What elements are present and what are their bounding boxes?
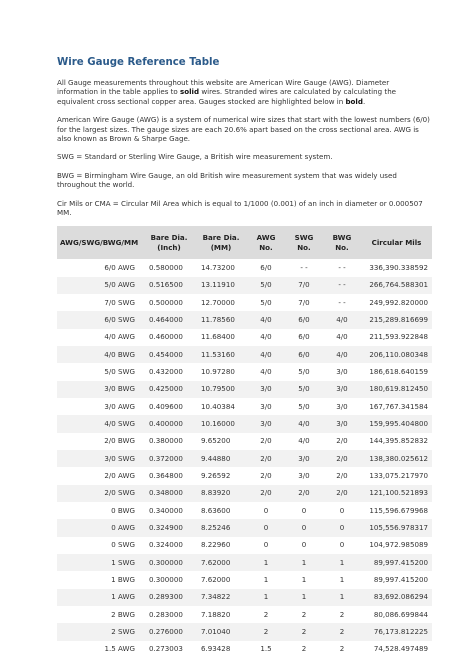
table-row xyxy=(57,277,432,294)
cell-awg-no: 3/0 xyxy=(247,381,285,398)
cell-awg-no: 3/0 xyxy=(260,401,272,411)
cell-bare-dia-mm: 9.26592 xyxy=(201,471,231,481)
cell-circular-mils: 105,556.978317 xyxy=(361,519,432,536)
header-awg-no: AWG No. xyxy=(247,226,285,259)
table-row xyxy=(57,433,432,450)
cell-gauge: 0 AWG xyxy=(57,519,143,536)
cell-bare-dia-mm: 7.01040 xyxy=(195,623,247,640)
cell-circular-mils: 186,618.640159 xyxy=(369,367,428,377)
cell-bwg-no: 4/0 xyxy=(323,346,361,363)
table-row xyxy=(57,329,432,346)
cell-bare-dia-inch: 0.516500 xyxy=(143,277,195,294)
cell-gauge: 0 BWG xyxy=(111,505,135,515)
cell-circular-mils: 83,692.086294 xyxy=(361,589,432,606)
intro-paragraph xyxy=(57,78,432,106)
cell-awg-no: 1.5 xyxy=(260,644,272,654)
cell-bare-dia-inch: 0.580000 xyxy=(149,263,183,273)
cell-gauge: 1 AWG xyxy=(57,589,143,606)
cell-bwg-no: 2/0 xyxy=(323,485,361,502)
cell-swg-no: 2 xyxy=(285,623,323,640)
cell-bare-dia-inch: 0.500000 xyxy=(149,297,183,307)
cell-swg-no: 6/0 xyxy=(285,311,323,328)
cell-bare-dia-mm: 9.65200 xyxy=(201,436,231,446)
cir-mils-paragraph: Cir Mils or CMA = Circular Mil Area which is equal to 1/1000 (0.001) of an inch in diameter or 0.000507 MM. xyxy=(57,198,423,218)
table-row xyxy=(57,467,432,484)
cell-bwg-no: 0 xyxy=(323,519,361,536)
intro-bold-word: bold xyxy=(345,96,363,106)
cell-bwg-no: 2 xyxy=(339,609,345,619)
cell-awg-no: 2/0 xyxy=(260,471,272,481)
cell-swg-no: - - xyxy=(300,263,308,273)
table-row xyxy=(57,519,432,536)
cell-bwg-no: 3/0 xyxy=(336,367,348,377)
cell-bare-dia-mm: 6.93428 xyxy=(201,644,231,654)
cell-bwg-no: 2 xyxy=(323,623,361,640)
cell-swg-no: 4/0 xyxy=(285,415,323,432)
table-row xyxy=(57,346,432,363)
cell-circular-mils: 138,380.025612 xyxy=(361,450,432,467)
cell-circular-mils: 167,767.341584 xyxy=(369,401,428,411)
cell-awg-no: 1 xyxy=(247,554,285,571)
cell-bare-dia-mm: 8.83920 xyxy=(195,485,247,502)
cell-circular-mils: 206,110.080348 xyxy=(361,346,432,363)
cell-awg-no: 2/0 xyxy=(260,436,272,446)
cell-gauge: 6/0 AWG xyxy=(104,263,135,273)
cell-bwg-no: 2 xyxy=(339,644,345,654)
cell-awg-no: 4/0 xyxy=(247,311,285,328)
cell-gauge: 3/0 BWG xyxy=(57,381,143,398)
cell-bwg-no: 1 xyxy=(339,575,345,585)
cell-swg-no: 5/0 xyxy=(285,381,323,398)
cell-bare-dia-inch: 0.340000 xyxy=(149,505,183,515)
cell-circular-mils: 80,086.699844 xyxy=(373,609,428,619)
cell-awg-no: 5/0 xyxy=(260,297,272,307)
cell-circular-mils: 89,997.415200 xyxy=(373,575,428,585)
table-row xyxy=(57,363,432,380)
cell-bare-dia-mm: 11.53160 xyxy=(195,346,247,363)
cell-swg-no: 2 xyxy=(301,644,307,654)
cell-bare-dia-inch: 0.300000 xyxy=(143,554,195,571)
cell-bwg-no: 2/0 xyxy=(323,450,361,467)
intro-text-2: wires. Stranded wires are calculated by calculating the equivalent cross sectional copper area. Gauges stocked are highlighted below in xyxy=(57,87,397,106)
cell-bare-dia-mm: 7.34822 xyxy=(195,589,247,606)
cell-awg-no: 1 xyxy=(263,575,269,585)
awg-paragraph: American Wire Gauge (AWG) is a system of numerical wire sizes that start with the lowest numbers (6/0) for the largest sizes. The gauge sizes are each 20.6% apart based on the cross sectional area. AWG is also known as Brown & Sharpe Gage. xyxy=(57,115,430,144)
table-header-row xyxy=(57,226,432,259)
cell-bare-dia-inch: 0.348000 xyxy=(143,485,195,502)
cell-awg-no: 4/0 xyxy=(247,346,285,363)
header-swg-no: SWG No. xyxy=(285,226,323,259)
cell-bare-dia-inch: 0.464000 xyxy=(143,311,195,328)
cell-bare-dia-mm: 10.40384 xyxy=(201,401,235,411)
page-title: Wire Gauge Reference Table xyxy=(57,57,220,68)
cell-swg-no: 1 xyxy=(285,589,323,606)
table-row xyxy=(57,450,432,467)
cell-circular-mils: 215,289.816699 xyxy=(361,311,432,328)
cell-awg-no: 6/0 xyxy=(260,263,272,273)
intro-text-end: . xyxy=(362,96,366,106)
cell-gauge: 2 SWG xyxy=(57,623,143,640)
cell-swg-no: 5/0 xyxy=(298,367,310,377)
cell-bare-dia-mm: 7.62000 xyxy=(201,575,231,585)
table-row xyxy=(57,571,432,588)
cell-awg-no: 2/0 xyxy=(247,450,285,467)
header-bare-dia-inch: Bare Dia. (Inch) xyxy=(143,226,195,259)
cell-gauge: 2/0 BWG xyxy=(104,436,135,446)
cell-bwg-no: 0 xyxy=(339,505,345,515)
table-body xyxy=(57,259,432,658)
cell-swg-no: 6/0 xyxy=(298,332,310,342)
cell-swg-no: 4/0 xyxy=(298,436,310,446)
cell-bwg-no: 4/0 xyxy=(336,332,348,342)
cell-bare-dia-mm: 11.68400 xyxy=(201,332,235,342)
cell-circular-mils: 336,390.338592 xyxy=(369,263,428,273)
cell-bare-dia-inch: 0.276000 xyxy=(143,623,195,640)
cell-gauge: 3/0 AWG xyxy=(104,401,135,411)
cell-bare-dia-mm: 7.18820 xyxy=(201,609,231,619)
table-row xyxy=(57,502,432,519)
cell-swg-no: 3/0 xyxy=(285,450,323,467)
cell-swg-no: 0 xyxy=(301,540,307,550)
cell-bwg-no: - - xyxy=(323,277,361,294)
cell-awg-no: 5/0 xyxy=(247,277,285,294)
cell-bare-dia-mm: 10.16000 xyxy=(195,415,247,432)
cell-bwg-no: 3/0 xyxy=(336,401,348,411)
cell-bare-dia-inch: 0.372000 xyxy=(143,450,195,467)
cell-bare-dia-inch: 0.432000 xyxy=(149,367,183,377)
cell-bwg-no: 1 xyxy=(323,554,361,571)
cell-bare-dia-mm: 9.44880 xyxy=(195,450,247,467)
cell-bare-dia-inch: 0.400000 xyxy=(143,415,195,432)
cell-bwg-no: 3/0 xyxy=(323,415,361,432)
header-gauge: AWG/SWG/BWG/MM xyxy=(57,226,143,259)
table-row xyxy=(57,485,432,502)
cell-gauge: 1 BWG xyxy=(111,575,135,585)
cell-awg-no: 0 xyxy=(247,519,285,536)
cell-bwg-no: 4/0 xyxy=(323,311,361,328)
cell-circular-mils: 115,596.679968 xyxy=(369,505,428,515)
cell-swg-no: 6/0 xyxy=(285,346,323,363)
cell-awg-no: 4/0 xyxy=(260,332,272,342)
cell-gauge: 2/0 AWG xyxy=(104,471,135,481)
cell-awg-no: 3/0 xyxy=(247,415,285,432)
cell-bare-dia-inch: 0.283000 xyxy=(149,609,183,619)
cell-swg-no: 7/0 xyxy=(298,297,310,307)
cell-gauge: 2/0 SWG xyxy=(57,485,143,502)
cell-circular-mils: 121,100.521893 xyxy=(361,485,432,502)
intro-text-1: All Gauge measurements throughout this website are American Wire Gauge (AWG). Diameter information in the table applies to xyxy=(57,78,390,97)
cell-swg-no: 2 xyxy=(301,609,307,619)
cell-gauge: 6/0 SWG xyxy=(57,311,143,328)
table-row xyxy=(57,415,432,432)
cell-awg-no: 0 xyxy=(263,505,269,515)
swg-paragraph: SWG = Standard or Sterling Wire Gauge, a British wire measurement system. xyxy=(57,152,333,162)
cell-circular-mils: 159,995.404800 xyxy=(361,415,432,432)
table-row xyxy=(57,294,432,311)
cell-bare-dia-mm: 7.62000 xyxy=(195,554,247,571)
cell-bare-dia-inch: 0.460000 xyxy=(149,332,183,342)
cell-bare-dia-mm: 10.79500 xyxy=(195,381,247,398)
cell-bare-dia-inch: 0.324000 xyxy=(149,540,183,550)
cell-bare-dia-mm: 8.25246 xyxy=(195,519,247,536)
cell-gauge: 3/0 SWG xyxy=(57,450,143,467)
cell-gauge: 1 SWG xyxy=(57,554,143,571)
cell-bwg-no: - - xyxy=(338,263,346,273)
cell-swg-no: 7/0 xyxy=(285,277,323,294)
header-bwg-no: BWG No. xyxy=(323,226,361,259)
cell-circular-mils: 180,619.812450 xyxy=(361,381,432,398)
cell-bare-dia-mm: 8.63600 xyxy=(201,505,231,515)
cell-bare-dia-inch: 0.380000 xyxy=(149,436,183,446)
cell-bare-dia-mm: 8.22960 xyxy=(201,540,231,550)
cell-circular-mils: 211,593.922848 xyxy=(369,332,428,342)
cell-awg-no: 2/0 xyxy=(247,485,285,502)
cell-gauge: 4/0 AWG xyxy=(104,332,135,342)
cell-awg-no: 0 xyxy=(263,540,269,550)
cell-swg-no: 0 xyxy=(301,505,307,515)
cell-bare-dia-inch: 0.409600 xyxy=(149,401,183,411)
cell-swg-no: 3/0 xyxy=(298,471,310,481)
table-row xyxy=(57,641,432,658)
intro-solid-bold: solid xyxy=(180,87,200,97)
cell-awg-no: 4/0 xyxy=(260,367,272,377)
cell-awg-no: 2 xyxy=(247,623,285,640)
cell-gauge: 2 BWG xyxy=(111,609,135,619)
cell-bare-dia-mm: 10.97280 xyxy=(201,367,235,377)
cell-circular-mils: 76,173.812225 xyxy=(361,623,432,640)
document-page xyxy=(57,56,432,658)
cell-bare-dia-inch: 0.273003 xyxy=(149,644,183,654)
cell-circular-mils: 266,764.588301 xyxy=(361,277,432,294)
cell-circular-mils: 144,395.852832 xyxy=(369,436,428,446)
table-row xyxy=(57,554,432,571)
cell-circular-mils: 74,528.497489 xyxy=(373,644,428,654)
wire-gauge-table xyxy=(57,226,432,658)
table-row xyxy=(57,398,432,415)
cell-swg-no: 5/0 xyxy=(298,401,310,411)
cell-swg-no: 0 xyxy=(285,519,323,536)
cell-bwg-no: 2/0 xyxy=(336,436,348,446)
cell-circular-mils: 249,992.820000 xyxy=(369,297,428,307)
cell-bwg-no: 0 xyxy=(339,540,345,550)
cell-bwg-no: 3/0 xyxy=(323,381,361,398)
header-bare-dia-mm: Bare Dia. (MM) xyxy=(195,226,247,259)
cell-bare-dia-mm: 11.78560 xyxy=(195,311,247,328)
table-row xyxy=(57,259,432,276)
cell-gauge: 5/0 AWG xyxy=(57,277,143,294)
table-row xyxy=(57,606,432,623)
bwg-paragraph: BWG = Birmingham Wire Gauge, an old British wire measurement system that was widely used throughout the world. xyxy=(57,170,397,190)
cell-gauge: 1.5 AWG xyxy=(104,644,135,654)
cell-swg-no: 2/0 xyxy=(285,485,323,502)
cell-swg-no: 1 xyxy=(285,554,323,571)
table-row xyxy=(57,537,432,554)
cell-bare-dia-inch: 0.364800 xyxy=(149,471,183,481)
cell-awg-no: 2 xyxy=(263,609,269,619)
cell-bwg-no: - - xyxy=(338,297,346,307)
cell-bare-dia-inch: 0.454000 xyxy=(143,346,195,363)
cell-swg-no: 1 xyxy=(301,575,307,585)
cell-gauge: 4/0 SWG xyxy=(57,415,143,432)
header-circular-mils: Circular Mils xyxy=(361,226,432,259)
cell-circular-mils: 133,075.217970 xyxy=(369,471,428,481)
cell-bwg-no: 2/0 xyxy=(336,471,348,481)
table-row xyxy=(57,623,432,640)
cell-circular-mils: 104,972.985089 xyxy=(369,540,428,550)
cell-bare-dia-inch: 0.289300 xyxy=(143,589,195,606)
table-row xyxy=(57,381,432,398)
cell-gauge: 5/0 SWG xyxy=(104,367,135,377)
cell-awg-no: 1 xyxy=(247,589,285,606)
cell-circular-mils: 89,997.415200 xyxy=(361,554,432,571)
cell-bare-dia-inch: 0.324900 xyxy=(143,519,195,536)
table-row xyxy=(57,589,432,606)
cell-gauge: 4/0 BWG xyxy=(57,346,143,363)
cell-bare-dia-mm: 12.70000 xyxy=(201,297,235,307)
cell-bare-dia-mm: 14.73200 xyxy=(201,263,235,273)
cell-bare-dia-mm: 13.11910 xyxy=(195,277,247,294)
cell-gauge: 7/0 SWG xyxy=(104,297,135,307)
table-row xyxy=(57,311,432,328)
cell-bwg-no: 1 xyxy=(323,589,361,606)
cell-gauge: 0 SWG xyxy=(111,540,135,550)
cell-bare-dia-inch: 0.425000 xyxy=(143,381,195,398)
cell-bare-dia-inch: 0.300000 xyxy=(149,575,183,585)
